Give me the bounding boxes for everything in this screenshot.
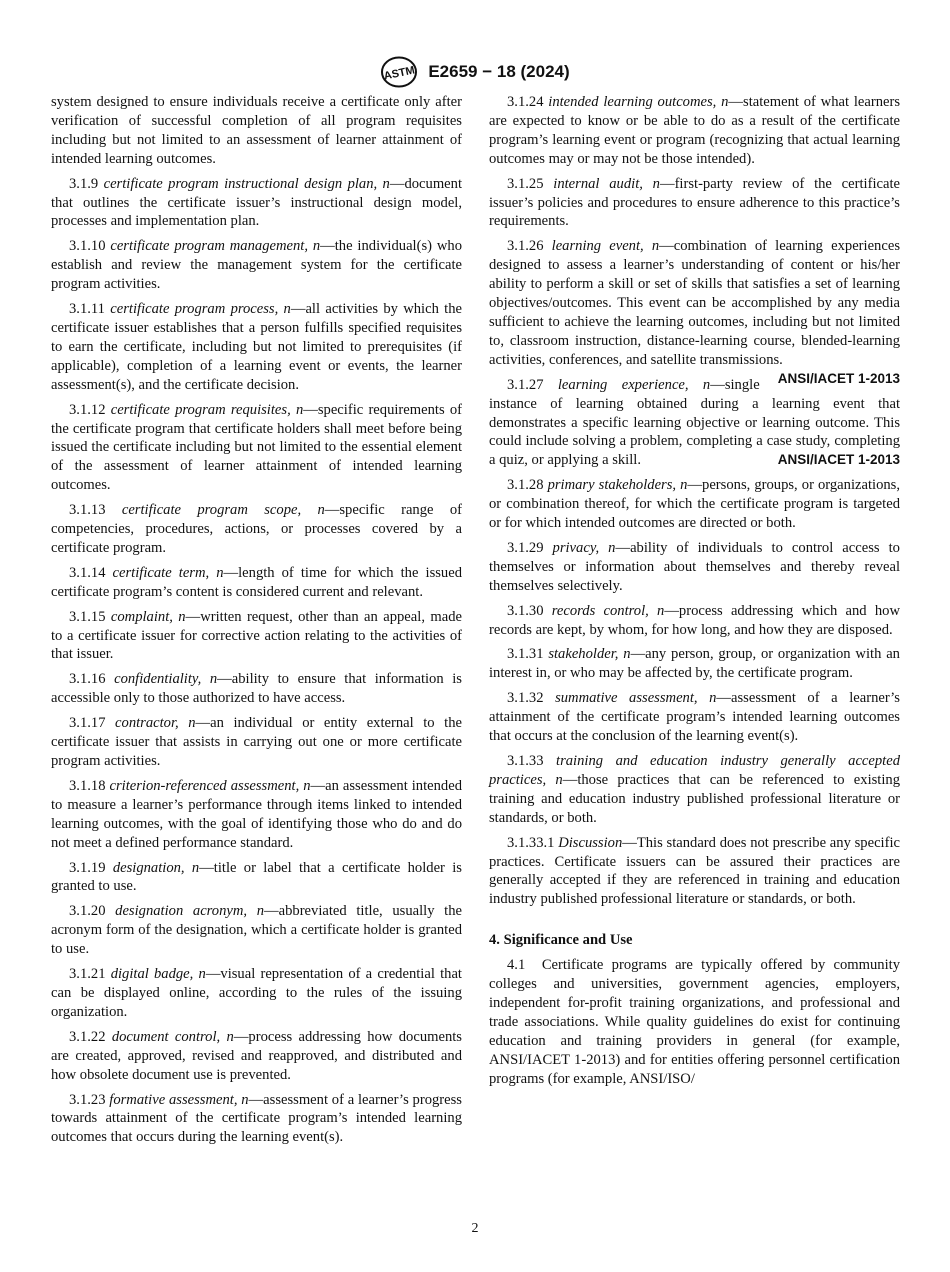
entry-number: 3.1.33.1 [507, 834, 555, 851]
entry-number: 3.1.13 [69, 502, 106, 519]
entry-number: 3.1.29 [507, 539, 544, 556]
entry-term: Discussion [558, 834, 623, 851]
entry-term: certificate program requisites, n [110, 401, 304, 418]
entry-number: 3.1.18 [69, 777, 106, 794]
entry-term: certificate program management, n [110, 238, 321, 255]
entry-number: 3.1.14 [69, 564, 106, 581]
definition-entry [51, 1091, 462, 1148]
entry-definition: —written request, other than an appeal, made to a certificate issuer for corrective action relating to the activities of that issuer. [51, 608, 462, 663]
entry-number: 3.1.17 [69, 715, 106, 732]
entry-definition: —an assessment intended to measure a learner’s performance through items linked to intended learning outcomes, with the goal of identifying those who do and do not meet a defined performance standard. [51, 777, 462, 851]
definition-entry [489, 834, 900, 910]
definition-entry [51, 859, 462, 897]
entry-number: 3.1.16 [69, 671, 106, 688]
astm-logo [380, 56, 418, 88]
entry-definition: —length of time for which the issued certificate program’s content is considered current and relevant. [51, 564, 462, 600]
entry-definition: —visual representation of a credential that can be displayed online, according to the rules of the issuing organization. [51, 966, 462, 1020]
definition-entry [51, 777, 462, 853]
entry-number: 3.1.30 [507, 602, 544, 619]
paragraph-number: 4.1 [507, 957, 526, 974]
entry-definition: —combination of learning experiences designed to assess a learner’s understanding of content or his/her ability to perform a skill or set of skills that satisfies a set of learning objectives/outcomes. This event can be accomplished by any media sufficient to achieve the learning outcomes, including but not limited to, classroom instruction, distance-learning course, blended-learning activities, conferences, and satellite transmissions. [489, 238, 900, 368]
entry-reference: ANSI/IACET 1-2013 [777, 452, 900, 468]
entry-definition: —any person, group, or organization with an interest in, or who may be affected by, the certificate program. [489, 646, 900, 682]
entry-number: 3.1.22 [69, 1028, 106, 1045]
entry-definition: —assessment of a learner’s attainment of the certificate program’s intended learning outcomes that occurs at the conclusion of the learning event(s). [489, 690, 900, 745]
entry-term: confidentiality, n [114, 671, 218, 688]
definition-entry [51, 902, 462, 959]
entry-number: 3.1.19 [69, 859, 106, 876]
entry-number: 3.1.23 [69, 1091, 106, 1108]
entry-number: 3.1.26 [507, 238, 544, 255]
entry-term: designation acronym, n [115, 903, 265, 920]
entry-term: summative assessment, n [555, 690, 717, 707]
entry-term: certificate program instructional design plan, n [103, 175, 390, 192]
entry-term: learning experience, n [557, 376, 711, 393]
definition-entry [489, 689, 900, 746]
definition-entry [51, 1028, 462, 1085]
entry-definition: —title or label that a certificate holder is granted to use. [51, 859, 462, 895]
standard-designation: E2659 − 18 (2024) [428, 62, 570, 81]
page-header [0, 56, 950, 88]
entry-term: complaint, n [110, 608, 186, 625]
entry-definition: —all activities by which the certificate issuer establishes that a person fulfills specified requisites to earn the certificate, including but not limited to prerequisites (if applicable), completion of a learning event or events, the learner assessment(s), and the certificate decision. [51, 301, 463, 393]
entry-number: 3.1.21 [69, 966, 106, 983]
entry-term: contractor, n [115, 715, 196, 732]
entry-definition: —process addressing how documents are created, approved, revised and reapproved, and distributed and how obsolete document use is prevented. [51, 1028, 462, 1083]
definition-entry [51, 564, 462, 602]
definition-entry [489, 93, 900, 169]
left-column [51, 93, 462, 1153]
entry-definition: —ability to ensure that information is accessible only to those authorized to have access. [51, 671, 462, 707]
definition-entry [489, 175, 900, 232]
entry-number: 3.1.10 [69, 238, 106, 255]
entry-number: 3.1.20 [69, 903, 106, 920]
entry-number: 3.1.15 [69, 608, 106, 625]
entry-definition: —abbreviated title, usually the acronym form of the designation, which a certificate holder is granted to use. [51, 903, 462, 958]
entry-definition: —document that outlines the certificate issuer’s instructional design model, processes and implementation plan. [51, 175, 463, 230]
entry-term: document control, n [111, 1028, 234, 1045]
entry-term: training and education industry generally accepted practices, n [489, 753, 900, 788]
entry-number: 3.1.28 [507, 477, 544, 494]
entry-reference: ANSI/IACET 1-2013 [777, 370, 900, 386]
entry-number: 3.1.11 [69, 301, 105, 318]
definition-entry [489, 476, 900, 533]
entry-definition: —process addressing which and how records are kept, by whom, for how long, and how they are disposed. [489, 602, 900, 638]
definition-entry [489, 752, 900, 828]
entry-definition: —This standard does not prescribe any specific practices. Certificate issuers can be assured their practices are generally accepted if they are referenced in training and education industry published professional literature or standards, or both. [489, 834, 900, 908]
entry-definition: —the individual(s) who establish and review the management system for the certificate program activities. [51, 238, 462, 293]
definition-entry [489, 539, 900, 596]
entry-term: internal audit, n [553, 175, 660, 192]
entry-number: 3.1.31 [507, 646, 544, 663]
entry-term: learning event, n [551, 238, 660, 255]
entry-number: 3.1.24 [507, 94, 544, 110]
section-heading: 4. Significance and Use [489, 932, 633, 949]
entry-number: 3.1.9 [69, 175, 99, 192]
entry-term: intended learning outcomes, n [548, 94, 729, 110]
definition-entry [489, 376, 900, 471]
definition-entry [489, 602, 900, 640]
entry-term: formative assessment, n [109, 1091, 249, 1108]
entry-definition: —single instance of learning obtained during a learning event that demonstrates a specific learning objective or learning outcome. This could include solving a problem, completing a case study, completing a quiz, or applying a skill. [489, 376, 900, 469]
definition-entry [489, 645, 900, 683]
right-column [489, 93, 900, 1095]
entry-term: records control, n [551, 602, 665, 619]
section-paragraph [489, 956, 900, 1088]
entry-term: certificate term, n [112, 564, 224, 581]
entry-definition: —statement of what learners are expected to know or be able to do as a result of the certificate program’s learning event or program (recognizing that actual learning outcomes may or may not be those intended). [489, 94, 901, 167]
entry-definition: —first-party review of the certificate issuer’s policies and procedures to ensure adherence to this practice’s requirements. [489, 175, 900, 230]
svg-text:ASTM: ASTM [383, 64, 417, 83]
entry-term: privacy, n [552, 539, 616, 556]
definition-entry [51, 237, 462, 294]
paragraph-text: Certificate programs are typically offered by community colleges and universities, government agencies, employers, independent for-profit training organizations, and professional and trade associations. While quality guidelines do exist for continuing education and training providers in general (for example, ANSI/IACET 1-2013) and for entities offering personnel certification programs (for example, ANSI/ISO/ [489, 957, 901, 1087]
definition-entry [51, 965, 462, 1022]
definition-entry [51, 300, 462, 395]
definition-entry [51, 401, 462, 496]
entry-term: criterion-referenced assessment, n [109, 777, 311, 794]
definition-entry [51, 175, 462, 232]
entry-term: designation, n [112, 859, 200, 876]
entry-number: 3.1.25 [507, 175, 544, 192]
entry-definition: —ability of individuals to control access to themselves or information about themselves and thereby reveal themselves selectively. [489, 539, 900, 594]
entry-definition: —an individual or entity external to the certificate issuer that assists in carrying out one or more certificate program activities. [51, 715, 462, 769]
definition-entry [51, 714, 462, 771]
entry-term: stakeholder, n [548, 646, 631, 663]
definition-entry [51, 608, 462, 665]
entry-term: certificate program scope, n [121, 502, 325, 519]
entry-number: 3.1.27 [507, 376, 544, 393]
entry-definition: —assessment of a learner’s progress towards attainment of the certificate program’s intended learning outcomes that occurs during the learning event(s). [51, 1091, 462, 1146]
entry-definition: —those practices that can be referenced to existing training and education industry published professional literature or standards, or both. [489, 771, 901, 826]
entry-definition: —specific requirements of the certificate program that certificate holders shall meet before being issued the certificate including but not limited to the essential element of the assessment of learner attainment of intended learning outcomes. [51, 401, 463, 494]
entry-term: certificate program process, n [110, 301, 291, 318]
entry-term: primary stakeholders, n [547, 477, 688, 494]
definition-entry: system designed to ensure individuals receive a certificate only after verification of successful completion of all program requisites including but not limited to an assessment of learner attainment of intended learning outcomes. [51, 94, 462, 167]
entry-definition: —persons, groups, or organizations, or combination thereof, for which the certificate program is targeted or for which intended outcomes are directed or both. [489, 477, 900, 532]
entry-term: digital badge, n [110, 966, 206, 983]
entry-number: 3.1.32 [507, 690, 544, 707]
entry-number: 3.1.12 [69, 401, 106, 418]
page-number: 2 [471, 1221, 479, 1236]
entry-definition: —specific range of competencies, procedures, actions, or processes covered by a certificate program. [51, 502, 462, 556]
entry-number: 3.1.33 [507, 753, 544, 769]
definition-entry [51, 670, 462, 708]
definition-entry [51, 501, 462, 558]
